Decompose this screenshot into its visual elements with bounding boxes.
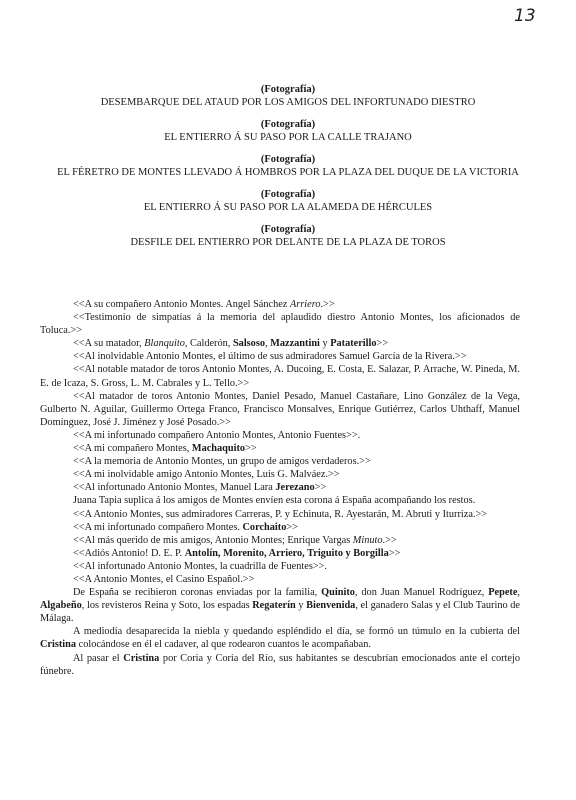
paragraph-text: Quinito — [321, 587, 355, 599]
paragraph-text: Antolín, Morenito, Arriero, Triguito y Borgilla — [184, 547, 389, 559]
tribute-paragraph — [40, 455, 520, 468]
paragraph-text: <<Al matador de toros Antonio Montes, Daniel Pesado, Manuel Castañare, Lino González de la Vega, Gulberto N. Aguilar, Guillermo Ortega Franco, Francisco Monsalves, Enrique Gutiérrez, Carlos Uhthaff, Manuel Domínguez, José J. Jiménez y José Posado.>> — [40, 390, 520, 428]
page-number: 13 — [514, 6, 536, 26]
tribute-paragraph — [40, 494, 520, 507]
tribute-paragraph — [40, 586, 520, 625]
tribute-paragraph — [40, 350, 520, 363]
paragraph-text: Pepete — [488, 587, 518, 599]
tribute-paragraph — [40, 547, 520, 560]
photo-caption-title: EL ENTIERRO Á SU PASO POR LA CALLE TRAJANO — [164, 132, 412, 143]
paragraph-text: Regaterín — [252, 600, 296, 612]
paragraph-text: Minuto — [352, 534, 383, 546]
paragraph-text: <<Al más querido de mis amigos, Antonio Montes; Enrique Vargas — [73, 534, 353, 546]
paragraph-text: Mazzantini — [270, 338, 320, 350]
paragraph-text: Salsoso — [232, 338, 265, 350]
paragraph-text: Bienvenida — [306, 600, 356, 612]
tribute-paragraph — [40, 508, 520, 521]
tribute-paragraph — [40, 298, 520, 311]
paragraph-text: De España se recibieron coronas enviadas por la familia, — [73, 587, 322, 599]
paragraph-text: <<Al infortunado Antonio Montes, Manuel Lara — [73, 482, 276, 494]
paragraph-text: <<A mi compañero Montes, — [73, 443, 192, 455]
paragraph-text: .>> — [382, 534, 397, 546]
photo-caption — [40, 153, 536, 179]
paragraph-text: colocándose en él el cadaver, al que rodearon cuantos le acompañaban. — [76, 639, 371, 651]
photo-caption-title: EL ENTIERRO Á SU PASO POR LA ALAMEDA DE HÉRCULES — [143, 202, 433, 213]
paragraph-text: <<A Antonio Montes, el Casino Español.>> — [73, 573, 255, 585]
tribute-paragraph — [40, 521, 520, 534]
paragraph-text: A mediodía desaparecida la niebla y quedando espléndido el día, se formó un túmulo en la cubierta del — [73, 626, 520, 638]
paragraph-text: <<A mi infortunado compañero Antonio Montes, Antonio Fuentes>>. — [73, 429, 361, 441]
tribute-paragraph — [40, 534, 520, 547]
tribute-paragraph — [40, 442, 520, 455]
paragraph-text: y — [295, 600, 307, 612]
paragraph-text: <<Al inolvidable Antonio Montes, el último de sus admiradores Samuel García de la Rivera.>> — [73, 351, 467, 363]
paragraph-text: Corchaito — [242, 521, 287, 533]
photo-caption-title: DESEMBARQUE DEL ATAUD POR LOS AMIGOS DEL INFORTUNADO DIESTRO — [100, 97, 476, 108]
paragraph-text: >> — [286, 521, 298, 533]
paragraph-text: >> — [314, 482, 327, 494]
photo-caption-label: (Fotografía) — [260, 84, 316, 95]
paragraph-text: , Calderón, — [184, 338, 233, 350]
tribute-paragraph — [40, 560, 520, 573]
paragraph-text: , el ganadero Salas y el Club Taurino de Málaga. — [40, 600, 520, 625]
paragraph-text: <<A su compañero Antonio Montes. Angel Sánchez — [73, 299, 290, 310]
tribute-paragraph — [40, 573, 520, 586]
paragraph-text: >> — [376, 338, 389, 350]
paragraph-text: Blanquito — [144, 338, 185, 350]
tribute-paragraph — [40, 468, 520, 481]
photo-caption — [40, 83, 536, 109]
paragraph-text: Algabeño — [40, 600, 82, 612]
tribute-paragraph — [40, 390, 520, 429]
tribute-paragraph — [40, 311, 520, 337]
paragraph-text: , los revisteros Reina y Soto, los espadas — [81, 600, 253, 612]
paragraph-text: Jerezano — [275, 482, 315, 494]
paragraph-text: Cristina — [40, 639, 77, 651]
paragraph-text: <<A Antonio Montes, sus admiradores Carreras, P. y Echinuta, R. Ayestarán, M. Abruti y Iturriza.>> — [73, 508, 488, 520]
photo-caption — [40, 223, 536, 249]
photo-caption-label: (Fotografía) — [260, 119, 316, 130]
tribute-list — [40, 298, 520, 678]
paragraph-text: >> — [388, 547, 401, 559]
tribute-paragraph — [40, 625, 520, 651]
photo-caption-title: DESFILE DEL ENTIERRO POR DELANTE DE LA PLAZA DE TOROS — [130, 237, 446, 248]
photo-caption-label: (Fotografía) — [260, 189, 316, 200]
paragraph-text: <<Adiós Antonio! D. E. P. — [73, 547, 185, 559]
paragraph-text: <<A su matador, — [73, 338, 145, 350]
paragraph-text: Juana Tapia suplica á los amigos de Montes envíen esta corona á España acompañando los restos. — [73, 495, 476, 507]
photo-caption-label: (Fotografía) — [260, 224, 316, 235]
tribute-paragraph — [40, 652, 520, 678]
paragraph-text: y — [319, 338, 331, 350]
paragraph-text: <<A mi infortunado compañero Montes. — [73, 521, 243, 533]
paragraph-text: <<Testimonio de simpatías á la memoria del aplaudido diestro Antonio Montes, los aficionados de Toluca.>> — [40, 312, 520, 337]
paragraph-text: <<A mi inolvidable amigo Antonio Montes, Luis G. Malváez.>> — [73, 469, 340, 481]
paragraph-text: <<A la memoria de Antonio Montes, un grupo de amigos verdaderos.>> — [73, 456, 371, 468]
paragraph-text: , don Juan Manuel Rodríguez, — [354, 587, 489, 599]
tribute-paragraph — [40, 363, 520, 389]
photo-caption — [40, 188, 536, 214]
photo-caption-title: EL FÉRETRO DE MONTES LLEVADO Á HOMBROS POR LA PLAZA DEL DUQUE DE LA VICTORIA — [57, 167, 519, 178]
paragraph-text: por Coria y Coria del Río, sus habitantes se descubrían emocionados ante el cortejo fúnebre. — [40, 652, 520, 677]
paragraph-text: Machaquito — [191, 443, 246, 455]
photo-caption — [40, 118, 536, 144]
paragraph-text: Arriero — [289, 299, 321, 310]
paragraph-text: , — [265, 338, 271, 350]
paragraph-text: Cristina — [123, 652, 160, 664]
paragraph-text: >> — [245, 443, 257, 455]
paragraph-text: , — [517, 587, 520, 599]
tribute-paragraph — [40, 481, 520, 494]
paragraph-text: .>> — [320, 299, 335, 310]
paragraph-text: Al pasar el — [73, 652, 124, 664]
tribute-paragraph — [40, 429, 520, 442]
tribute-paragraph — [40, 337, 520, 350]
paragraph-text: <<Al infortunado Antonio Montes, la cuadrilla de Fuentes>>. — [73, 560, 328, 572]
photo-caption-label: (Fotografía) — [260, 154, 316, 165]
photo-captions — [40, 83, 536, 258]
paragraph-text: Pataterillo — [330, 338, 377, 350]
paragraph-text: <<Al notable matador de toros Antonio Montes, A. Ducoing, E. Costa, E. Salazar, P. Arrache, W. Pineda, M. E. de Icaza, S. Gross, L. M. Cabrales y L. Tello.>> — [40, 364, 520, 389]
